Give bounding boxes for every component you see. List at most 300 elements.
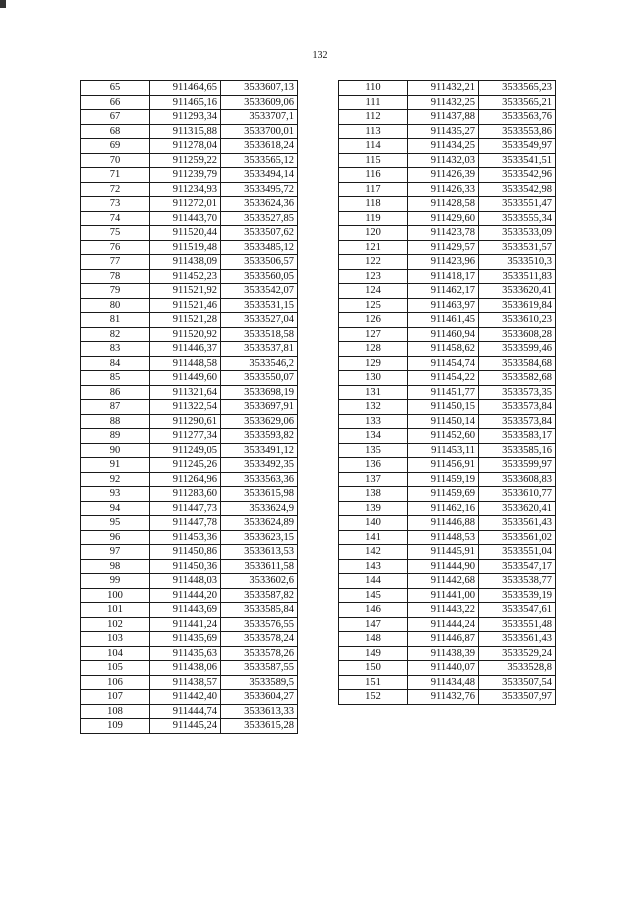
x-coordinate-cell: 911458,62 bbox=[408, 342, 479, 357]
point-number-cell: 119 bbox=[339, 211, 408, 226]
table-row bbox=[339, 385, 556, 400]
point-number-cell: 115 bbox=[339, 153, 408, 168]
point-number-cell: 134 bbox=[339, 429, 408, 444]
x-coordinate-cell: 911446,87 bbox=[408, 632, 479, 647]
y-coordinate-cell: 3533585,84 bbox=[221, 603, 298, 618]
y-coordinate-cell: 3533561,43 bbox=[479, 516, 556, 531]
y-coordinate-cell: 3533528,8 bbox=[479, 661, 556, 676]
table-row bbox=[81, 661, 298, 676]
x-coordinate-cell: 911443,70 bbox=[150, 211, 221, 226]
table-row bbox=[339, 284, 556, 299]
x-coordinate-cell: 911463,97 bbox=[408, 298, 479, 313]
point-number-cell: 70 bbox=[81, 153, 150, 168]
x-coordinate-cell: 911443,22 bbox=[408, 603, 479, 618]
point-number-cell: 81 bbox=[81, 313, 150, 328]
x-coordinate-cell: 911426,33 bbox=[408, 182, 479, 197]
x-coordinate-cell: 911444,90 bbox=[408, 559, 479, 574]
point-number-cell: 97 bbox=[81, 545, 150, 560]
point-number-cell: 94 bbox=[81, 501, 150, 516]
table-row bbox=[81, 429, 298, 444]
x-coordinate-cell: 911423,96 bbox=[408, 255, 479, 270]
table-row bbox=[81, 385, 298, 400]
x-coordinate-cell: 911462,17 bbox=[408, 284, 479, 299]
x-coordinate-cell: 911443,69 bbox=[150, 603, 221, 618]
table-row bbox=[81, 704, 298, 719]
x-coordinate-cell: 911459,69 bbox=[408, 487, 479, 502]
x-coordinate-cell: 911444,24 bbox=[408, 617, 479, 632]
point-number-cell: 147 bbox=[339, 617, 408, 632]
y-coordinate-cell: 3533537,81 bbox=[221, 342, 298, 357]
y-coordinate-cell: 3533542,96 bbox=[479, 168, 556, 183]
point-number-cell: 107 bbox=[81, 690, 150, 705]
point-number-cell: 85 bbox=[81, 371, 150, 386]
y-coordinate-cell: 3533587,55 bbox=[221, 661, 298, 676]
x-coordinate-cell: 911450,15 bbox=[408, 400, 479, 415]
point-number-cell: 95 bbox=[81, 516, 150, 531]
y-coordinate-cell: 3533619,84 bbox=[479, 298, 556, 313]
point-number-cell: 104 bbox=[81, 646, 150, 661]
table-row bbox=[339, 617, 556, 632]
table-row bbox=[81, 342, 298, 357]
table-row bbox=[339, 675, 556, 690]
y-coordinate-cell: 3533531,57 bbox=[479, 240, 556, 255]
table-row bbox=[339, 690, 556, 705]
x-coordinate-cell: 911520,92 bbox=[150, 327, 221, 342]
y-coordinate-cell: 3533698,19 bbox=[221, 385, 298, 400]
y-coordinate-cell: 3533507,54 bbox=[479, 675, 556, 690]
point-number-cell: 109 bbox=[81, 719, 150, 734]
table-row bbox=[81, 371, 298, 386]
coordinates-table-left-body bbox=[81, 81, 298, 734]
y-coordinate-cell: 3533551,47 bbox=[479, 197, 556, 212]
y-coordinate-cell: 3533547,17 bbox=[479, 559, 556, 574]
point-number-cell: 79 bbox=[81, 284, 150, 299]
point-number-cell: 144 bbox=[339, 574, 408, 589]
table-row bbox=[81, 472, 298, 487]
y-coordinate-cell: 3533492,35 bbox=[221, 458, 298, 473]
table-row bbox=[339, 255, 556, 270]
point-number-cell: 68 bbox=[81, 124, 150, 139]
point-number-cell: 77 bbox=[81, 255, 150, 270]
y-coordinate-cell: 3533553,86 bbox=[479, 124, 556, 139]
point-number-cell: 93 bbox=[81, 487, 150, 502]
x-coordinate-cell: 911450,36 bbox=[150, 559, 221, 574]
point-number-cell: 86 bbox=[81, 385, 150, 400]
point-number-cell: 76 bbox=[81, 240, 150, 255]
x-coordinate-cell: 911454,74 bbox=[408, 356, 479, 371]
y-coordinate-cell: 3533518,58 bbox=[221, 327, 298, 342]
point-number-cell: 121 bbox=[339, 240, 408, 255]
table-row bbox=[339, 414, 556, 429]
table-row bbox=[81, 182, 298, 197]
x-coordinate-cell: 911454,22 bbox=[408, 371, 479, 386]
point-number-cell: 91 bbox=[81, 458, 150, 473]
point-number-cell: 116 bbox=[339, 168, 408, 183]
x-coordinate-cell: 911447,78 bbox=[150, 516, 221, 531]
table-row bbox=[339, 530, 556, 545]
y-coordinate-cell: 3533573,84 bbox=[479, 400, 556, 415]
point-number-cell: 130 bbox=[339, 371, 408, 386]
point-number-cell: 90 bbox=[81, 443, 150, 458]
table-row bbox=[339, 211, 556, 226]
table-row bbox=[81, 443, 298, 458]
point-number-cell: 101 bbox=[81, 603, 150, 618]
point-number-cell: 125 bbox=[339, 298, 408, 313]
table-row bbox=[81, 501, 298, 516]
x-coordinate-cell: 911519,48 bbox=[150, 240, 221, 255]
x-coordinate-cell: 911435,63 bbox=[150, 646, 221, 661]
x-coordinate-cell: 911448,03 bbox=[150, 574, 221, 589]
x-coordinate-cell: 911449,60 bbox=[150, 371, 221, 386]
point-number-cell: 127 bbox=[339, 327, 408, 342]
y-coordinate-cell: 3533582,68 bbox=[479, 371, 556, 386]
x-coordinate-cell: 911452,23 bbox=[150, 269, 221, 284]
point-number-cell: 137 bbox=[339, 472, 408, 487]
y-coordinate-cell: 3533573,35 bbox=[479, 385, 556, 400]
point-number-cell: 146 bbox=[339, 603, 408, 618]
x-coordinate-cell: 911239,79 bbox=[150, 168, 221, 183]
x-coordinate-cell: 911278,04 bbox=[150, 139, 221, 154]
y-coordinate-cell: 3533599,46 bbox=[479, 342, 556, 357]
table-row bbox=[81, 240, 298, 255]
y-coordinate-cell: 3533565,12 bbox=[221, 153, 298, 168]
table-row bbox=[81, 414, 298, 429]
y-coordinate-cell: 3533700,01 bbox=[221, 124, 298, 139]
point-number-cell: 72 bbox=[81, 182, 150, 197]
x-coordinate-cell: 911418,17 bbox=[408, 269, 479, 284]
table-row bbox=[81, 327, 298, 342]
table-row bbox=[339, 487, 556, 502]
page-number: 132 bbox=[312, 50, 328, 61]
x-coordinate-cell: 911464,65 bbox=[150, 81, 221, 96]
table-row bbox=[81, 124, 298, 139]
x-coordinate-cell: 911438,09 bbox=[150, 255, 221, 270]
table-row bbox=[81, 559, 298, 574]
y-coordinate-cell: 3533613,33 bbox=[221, 704, 298, 719]
x-coordinate-cell: 911435,69 bbox=[150, 632, 221, 647]
x-coordinate-cell: 911432,03 bbox=[408, 153, 479, 168]
table-row bbox=[339, 429, 556, 444]
table-row bbox=[339, 197, 556, 212]
y-coordinate-cell: 3533584,68 bbox=[479, 356, 556, 371]
y-coordinate-cell: 3533542,98 bbox=[479, 182, 556, 197]
x-coordinate-cell: 911277,34 bbox=[150, 429, 221, 444]
point-number-cell: 102 bbox=[81, 617, 150, 632]
coordinates-table-left bbox=[80, 80, 298, 734]
point-number-cell: 71 bbox=[81, 168, 150, 183]
table-row bbox=[339, 342, 556, 357]
table-row bbox=[81, 168, 298, 183]
point-number-cell: 145 bbox=[339, 588, 408, 603]
table-row bbox=[81, 110, 298, 125]
scan-corner-mark bbox=[0, 0, 6, 8]
y-coordinate-cell: 3533697,91 bbox=[221, 400, 298, 415]
y-coordinate-cell: 3533629,06 bbox=[221, 414, 298, 429]
x-coordinate-cell: 911435,27 bbox=[408, 124, 479, 139]
y-coordinate-cell: 3533623,15 bbox=[221, 530, 298, 545]
y-coordinate-cell: 3533510,3 bbox=[479, 255, 556, 270]
point-number-cell: 143 bbox=[339, 559, 408, 574]
point-number-cell: 74 bbox=[81, 211, 150, 226]
y-coordinate-cell: 3533546,2 bbox=[221, 356, 298, 371]
y-coordinate-cell: 3533607,13 bbox=[221, 81, 298, 96]
table-row bbox=[81, 574, 298, 589]
y-coordinate-cell: 3533624,36 bbox=[221, 197, 298, 212]
x-coordinate-cell: 911437,88 bbox=[408, 110, 479, 125]
x-coordinate-cell: 911447,73 bbox=[150, 501, 221, 516]
x-coordinate-cell: 911429,60 bbox=[408, 211, 479, 226]
y-coordinate-cell: 3533624,9 bbox=[221, 501, 298, 516]
y-coordinate-cell: 3533613,53 bbox=[221, 545, 298, 560]
point-number-cell: 98 bbox=[81, 559, 150, 574]
x-coordinate-cell: 911465,16 bbox=[150, 95, 221, 110]
table-row bbox=[81, 226, 298, 241]
y-coordinate-cell: 3533539,19 bbox=[479, 588, 556, 603]
table-row bbox=[339, 400, 556, 415]
y-coordinate-cell: 3533602,6 bbox=[221, 574, 298, 589]
x-coordinate-cell: 911445,91 bbox=[408, 545, 479, 560]
table-row bbox=[339, 269, 556, 284]
x-coordinate-cell: 911322,54 bbox=[150, 400, 221, 415]
point-number-cell: 67 bbox=[81, 110, 150, 125]
x-coordinate-cell: 911432,25 bbox=[408, 95, 479, 110]
x-coordinate-cell: 911264,96 bbox=[150, 472, 221, 487]
point-number-cell: 105 bbox=[81, 661, 150, 676]
y-coordinate-cell: 3533620,41 bbox=[479, 501, 556, 516]
y-coordinate-cell: 3533531,15 bbox=[221, 298, 298, 313]
table-row bbox=[339, 298, 556, 313]
point-number-cell: 96 bbox=[81, 530, 150, 545]
point-number-cell: 65 bbox=[81, 81, 150, 96]
x-coordinate-cell: 911245,26 bbox=[150, 458, 221, 473]
point-number-cell: 108 bbox=[81, 704, 150, 719]
point-number-cell: 118 bbox=[339, 197, 408, 212]
y-coordinate-cell: 3533615,98 bbox=[221, 487, 298, 502]
point-number-cell: 131 bbox=[339, 385, 408, 400]
point-number-cell: 135 bbox=[339, 443, 408, 458]
y-coordinate-cell: 3533593,82 bbox=[221, 429, 298, 444]
y-coordinate-cell: 3533608,83 bbox=[479, 472, 556, 487]
point-number-cell: 110 bbox=[339, 81, 408, 96]
point-number-cell: 88 bbox=[81, 414, 150, 429]
table-row bbox=[81, 588, 298, 603]
point-number-cell: 111 bbox=[339, 95, 408, 110]
y-coordinate-cell: 3533611,58 bbox=[221, 559, 298, 574]
table-row bbox=[339, 632, 556, 647]
table-row bbox=[339, 168, 556, 183]
x-coordinate-cell: 911444,74 bbox=[150, 704, 221, 719]
y-coordinate-cell: 3533551,04 bbox=[479, 545, 556, 560]
table-row bbox=[339, 95, 556, 110]
x-coordinate-cell: 911451,77 bbox=[408, 385, 479, 400]
y-coordinate-cell: 3533707,1 bbox=[221, 110, 298, 125]
x-coordinate-cell: 911438,39 bbox=[408, 646, 479, 661]
point-number-cell: 141 bbox=[339, 530, 408, 545]
x-coordinate-cell: 911521,92 bbox=[150, 284, 221, 299]
y-coordinate-cell: 3533527,85 bbox=[221, 211, 298, 226]
table-row bbox=[339, 545, 556, 560]
table-row bbox=[339, 81, 556, 96]
y-coordinate-cell: 3533485,12 bbox=[221, 240, 298, 255]
y-coordinate-cell: 3533507,62 bbox=[221, 226, 298, 241]
table-row bbox=[81, 356, 298, 371]
x-coordinate-cell: 911462,16 bbox=[408, 501, 479, 516]
x-coordinate-cell: 911283,60 bbox=[150, 487, 221, 502]
table-row bbox=[81, 690, 298, 705]
x-coordinate-cell: 911234,93 bbox=[150, 182, 221, 197]
x-coordinate-cell: 911426,39 bbox=[408, 168, 479, 183]
table-row bbox=[339, 646, 556, 661]
x-coordinate-cell: 911452,60 bbox=[408, 429, 479, 444]
y-coordinate-cell: 3533551,48 bbox=[479, 617, 556, 632]
point-number-cell: 133 bbox=[339, 414, 408, 429]
table-row bbox=[81, 530, 298, 545]
y-coordinate-cell: 3533495,72 bbox=[221, 182, 298, 197]
x-coordinate-cell: 911446,37 bbox=[150, 342, 221, 357]
y-coordinate-cell: 3533550,07 bbox=[221, 371, 298, 386]
x-coordinate-cell: 911448,58 bbox=[150, 356, 221, 371]
x-coordinate-cell: 911438,06 bbox=[150, 661, 221, 676]
x-coordinate-cell: 911453,11 bbox=[408, 443, 479, 458]
x-coordinate-cell: 911315,88 bbox=[150, 124, 221, 139]
y-coordinate-cell: 3533541,51 bbox=[479, 153, 556, 168]
y-coordinate-cell: 3533491,12 bbox=[221, 443, 298, 458]
point-number-cell: 66 bbox=[81, 95, 150, 110]
x-coordinate-cell: 911423,78 bbox=[408, 226, 479, 241]
table-row bbox=[81, 487, 298, 502]
x-coordinate-cell: 911445,24 bbox=[150, 719, 221, 734]
table-row bbox=[339, 226, 556, 241]
x-coordinate-cell: 911444,20 bbox=[150, 588, 221, 603]
table-row bbox=[81, 211, 298, 226]
table-row bbox=[81, 516, 298, 531]
table-row bbox=[339, 153, 556, 168]
table-row bbox=[339, 327, 556, 342]
point-number-cell: 132 bbox=[339, 400, 408, 415]
y-coordinate-cell: 3533604,27 bbox=[221, 690, 298, 705]
x-coordinate-cell: 911442,40 bbox=[150, 690, 221, 705]
point-number-cell: 80 bbox=[81, 298, 150, 313]
y-coordinate-cell: 3533560,05 bbox=[221, 269, 298, 284]
point-number-cell: 106 bbox=[81, 675, 150, 690]
x-coordinate-cell: 911441,24 bbox=[150, 617, 221, 632]
point-number-cell: 128 bbox=[339, 342, 408, 357]
table-row bbox=[81, 255, 298, 270]
table-row bbox=[339, 458, 556, 473]
table-row bbox=[81, 603, 298, 618]
y-coordinate-cell: 3533618,24 bbox=[221, 139, 298, 154]
y-coordinate-cell: 3533565,23 bbox=[479, 81, 556, 96]
table-row bbox=[81, 153, 298, 168]
x-coordinate-cell: 911432,76 bbox=[408, 690, 479, 705]
y-coordinate-cell: 3533563,76 bbox=[479, 110, 556, 125]
table-row bbox=[339, 356, 556, 371]
x-coordinate-cell: 911434,25 bbox=[408, 139, 479, 154]
x-coordinate-cell: 911429,57 bbox=[408, 240, 479, 255]
table-row bbox=[339, 516, 556, 531]
table-row bbox=[81, 269, 298, 284]
x-coordinate-cell: 911428,58 bbox=[408, 197, 479, 212]
table-row bbox=[81, 632, 298, 647]
point-number-cell: 112 bbox=[339, 110, 408, 125]
point-number-cell: 69 bbox=[81, 139, 150, 154]
y-coordinate-cell: 3533578,24 bbox=[221, 632, 298, 647]
point-number-cell: 103 bbox=[81, 632, 150, 647]
table-row bbox=[339, 124, 556, 139]
x-coordinate-cell: 911321,64 bbox=[150, 385, 221, 400]
table-row bbox=[81, 675, 298, 690]
point-number-cell: 89 bbox=[81, 429, 150, 444]
x-coordinate-cell: 911272,01 bbox=[150, 197, 221, 212]
table-row bbox=[81, 95, 298, 110]
y-coordinate-cell: 3533585,16 bbox=[479, 443, 556, 458]
y-coordinate-cell: 3533538,77 bbox=[479, 574, 556, 589]
point-number-cell: 84 bbox=[81, 356, 150, 371]
x-coordinate-cell: 911521,46 bbox=[150, 298, 221, 313]
y-coordinate-cell: 3533563,36 bbox=[221, 472, 298, 487]
coordinates-table-right bbox=[338, 80, 556, 705]
x-coordinate-cell: 911446,88 bbox=[408, 516, 479, 531]
point-number-cell: 140 bbox=[339, 516, 408, 531]
point-number-cell: 100 bbox=[81, 588, 150, 603]
y-coordinate-cell: 3533620,41 bbox=[479, 284, 556, 299]
x-coordinate-cell: 911453,36 bbox=[150, 530, 221, 545]
point-number-cell: 126 bbox=[339, 313, 408, 328]
table-row bbox=[81, 313, 298, 328]
table-row bbox=[339, 603, 556, 618]
y-coordinate-cell: 3533610,77 bbox=[479, 487, 556, 502]
y-coordinate-cell: 3533506,57 bbox=[221, 255, 298, 270]
table-row bbox=[81, 545, 298, 560]
y-coordinate-cell: 3533494,14 bbox=[221, 168, 298, 183]
x-coordinate-cell: 911450,14 bbox=[408, 414, 479, 429]
y-coordinate-cell: 3533578,26 bbox=[221, 646, 298, 661]
table-row bbox=[81, 400, 298, 415]
point-number-cell: 99 bbox=[81, 574, 150, 589]
table-row bbox=[81, 284, 298, 299]
y-coordinate-cell: 3533542,07 bbox=[221, 284, 298, 299]
table-row bbox=[339, 182, 556, 197]
point-number-cell: 148 bbox=[339, 632, 408, 647]
table-row bbox=[81, 458, 298, 473]
point-number-cell: 75 bbox=[81, 226, 150, 241]
y-coordinate-cell: 3533610,23 bbox=[479, 313, 556, 328]
point-number-cell: 152 bbox=[339, 690, 408, 705]
table-row bbox=[81, 298, 298, 313]
y-coordinate-cell: 3533573,84 bbox=[479, 414, 556, 429]
x-coordinate-cell: 911432,21 bbox=[408, 81, 479, 96]
x-coordinate-cell: 911438,57 bbox=[150, 675, 221, 690]
table-row bbox=[81, 81, 298, 96]
point-number-cell: 124 bbox=[339, 284, 408, 299]
point-number-cell: 149 bbox=[339, 646, 408, 661]
x-coordinate-cell: 911448,53 bbox=[408, 530, 479, 545]
y-coordinate-cell: 3533511,83 bbox=[479, 269, 556, 284]
x-coordinate-cell: 911441,00 bbox=[408, 588, 479, 603]
table-row bbox=[339, 559, 556, 574]
y-coordinate-cell: 3533565,21 bbox=[479, 95, 556, 110]
point-number-cell: 150 bbox=[339, 661, 408, 676]
point-number-cell: 92 bbox=[81, 472, 150, 487]
table-row bbox=[339, 661, 556, 676]
table-row bbox=[81, 719, 298, 734]
coordinates-table-right-body bbox=[339, 81, 556, 705]
point-number-cell: 83 bbox=[81, 342, 150, 357]
x-coordinate-cell: 911459,19 bbox=[408, 472, 479, 487]
table-row bbox=[339, 313, 556, 328]
y-coordinate-cell: 3533583,17 bbox=[479, 429, 556, 444]
x-coordinate-cell: 911460,94 bbox=[408, 327, 479, 342]
